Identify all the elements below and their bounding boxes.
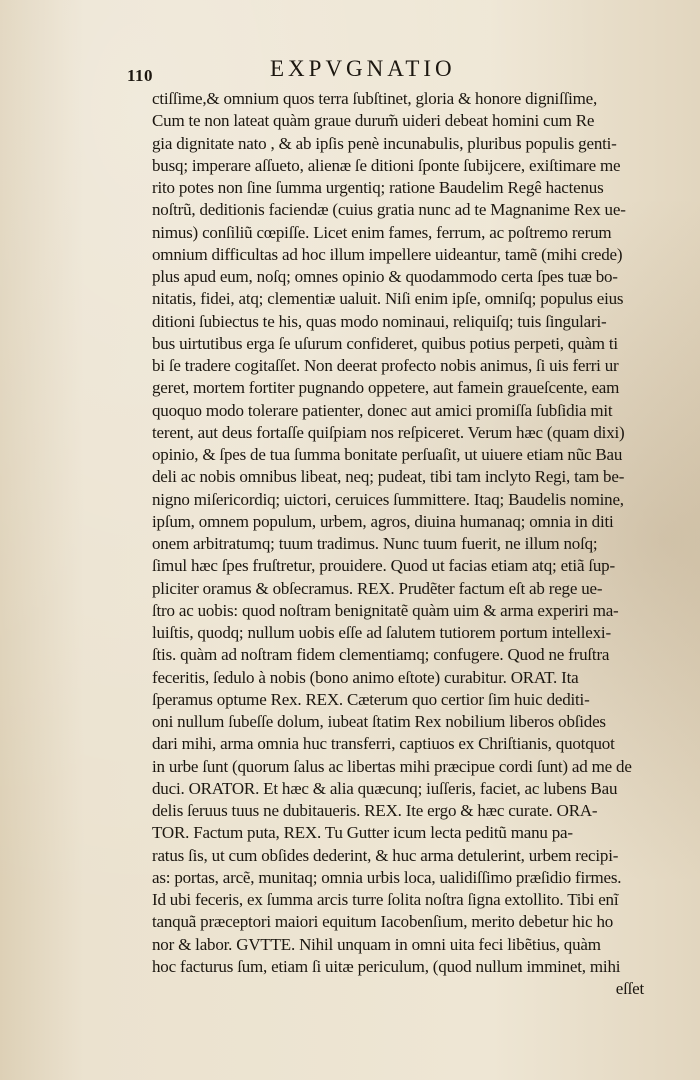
- text-line: ipſum, omnem populum, urbem, agros, diuina humanaq; omnia in diti: [152, 511, 614, 531]
- text-line: ſimul hæc ſpes fruſtretur, prouidere. Quod ut facias etiam atq; etiã ſup-: [152, 556, 615, 576]
- text-line: hoc facturus ſum, etiam ſi uitæ periculum, (quod nullum imminet, mihi: [152, 956, 621, 976]
- text-line: ſperamus optume Rex. REX. Cæterum quo certior ſim huic dediti-: [152, 689, 590, 709]
- text-line: nor & labor. GVTTE. Nihil unquam in omni uita feci libẽtius, quàm: [152, 934, 601, 954]
- text-line: nigno miſericordiq; uictori, ceruices ſummittere. Itaq; Baudelis nomine,: [152, 489, 624, 509]
- text-line: Cum te non lateat quàm graue durum̃ uideri debeat homini cum Re: [152, 111, 595, 131]
- text-line: tanquã præceptori maiori equitum Iacobenſium, merito debetur hic ho: [152, 912, 614, 932]
- text-line: oni nullum ſubeſſe dolum, iubeat ſtatim Rex nobilium liberos obſides: [152, 712, 606, 731]
- text-line: ratus ſis, ut cum obſides dederint, & huc arma detulerint, urbem recipi-: [152, 845, 619, 865]
- text-line: luiſtis, quodq; nullum uobis eſſe ad ſalutem tutiorem portum intellexi-: [152, 623, 611, 642]
- text-line: geret, mortem fortiter pugnando oppetere, aut famein graueſcente, eam: [152, 378, 620, 398]
- text-line: ditioni ſubiectus te his, quas modo nominaui, reliquiſq; tuis ſingulari-: [152, 311, 607, 331]
- body-text: [152, 88, 650, 1000]
- text-line: bi ſe tradere cogitaſſet. Non deerat profecto nobis animus, ſi uis ferri ur: [152, 356, 619, 375]
- page-title: EXPVGNATIO: [270, 56, 456, 81]
- text-line: nimus) conſiliũ cœpiſſe. Licet enim fames, ferrum, ac poſtremo rerum: [152, 222, 612, 242]
- text-line: noſtrũ, deditionis faciendæ (cuius gratia nunc ad te Magnanime Rex ue-: [152, 200, 626, 220]
- text-line: opinio, & ſpes de tua ſumma bonitate perſuaſit, ut uiuere etiam nũc Bau: [152, 445, 623, 464]
- text-line: feceritis, ſedulo à nobis (bono animo eſtote) curabitur. ORAT. Ita: [152, 667, 579, 687]
- text-line: gia dignitate nato , & ab ipſis penè incunabulis, pluribus populis genti-: [152, 133, 617, 153]
- text-line: dari mihi, arma omnia huc transferri, captiuos ex Chriſtianis, quotquot: [152, 734, 615, 754]
- text-line: bus uirtutibus erga ſe uſurum confideret, quibus potius perpeti, quàm ti: [152, 333, 618, 353]
- page-number: 110: [127, 66, 154, 85]
- text-line: nitatis, fidei, atq; clementiæ ualuit. Niſi enim ipſe, omniſq; populus eius: [152, 289, 624, 309]
- catchword: eſſet: [615, 979, 644, 998]
- text-line: plus apud eum, noſq; omnes opinio & quodammodo certa ſpes tuæ bo-: [152, 267, 618, 286]
- text-line: rito potes non ſine ſumma urgentiq; ratione Baudelim Regê hactenus: [152, 178, 604, 197]
- text-line: pliciter oramus & obſecramus. REX. Prudẽter factum eſt ab rege ue-: [152, 578, 603, 598]
- text-line: quoquo modo tolerare patienter, donec aut amici promiſſa ſubſidia mit: [152, 400, 613, 420]
- text-line: as: portas, arcẽ, munitaq; omnia urbis loca, ualidiſſimo præſidio firmes.: [152, 867, 622, 887]
- text-line: busq; imperare aſſueto, alienæ ſe ditioni ſponte ſubijcere, exiſtimare me: [152, 155, 621, 175]
- text-line: omnium difficultas ad hoc illum impellere uideantur, tamẽ (mihi crede): [152, 244, 623, 264]
- text-line: TOR. Factum puta, REX. Tu Gutter icum lecta peditũ manu pa-: [152, 823, 573, 843]
- text-line: Id ubi feceris, ex ſumma arcis turre ſolita noſtra ſigna extollito. Tibi enĩ: [152, 890, 619, 909]
- text-line: ſtro ac uobis: quod noſtram benignitatẽ quàm uim & arma experiri ma-: [152, 600, 619, 620]
- text-line: onem arbitratumq; tuum tradimus. Nunc tuum fuerit, ne illum noſq;: [152, 534, 598, 553]
- text-line: delis ſeruus tuus ne dubitaueris. REX. Ite ergo & hæc curate. ORA-: [152, 801, 598, 820]
- text-line: terent, aut deus fortaſſe quiſpiam nos reſpiceret. Verum hæc (quam dixi): [152, 422, 625, 442]
- text-line: in urbe ſunt (quorum ſalus ac libertas mihi præcipue cordi ſunt) ad me de: [152, 756, 632, 776]
- text-line: ſtis. quàm ad noſtram fidem clementiamq; confugere. Quod ne fruſtra: [152, 645, 610, 665]
- text-line: deli ac nobis omnibus libeat, neq; pudeat, tibi tam inclyto Regi, tam be-: [152, 467, 625, 487]
- text-line: ctiſſime,& omnium quos terra ſubſtinet, gloria & honore digniſſime,: [152, 89, 598, 108]
- running-head: [125, 56, 665, 86]
- text-line: duci. ORATOR. Et hæc & alia quæcunq; iuſſeris, faciet, ac lubens Bau: [152, 778, 618, 798]
